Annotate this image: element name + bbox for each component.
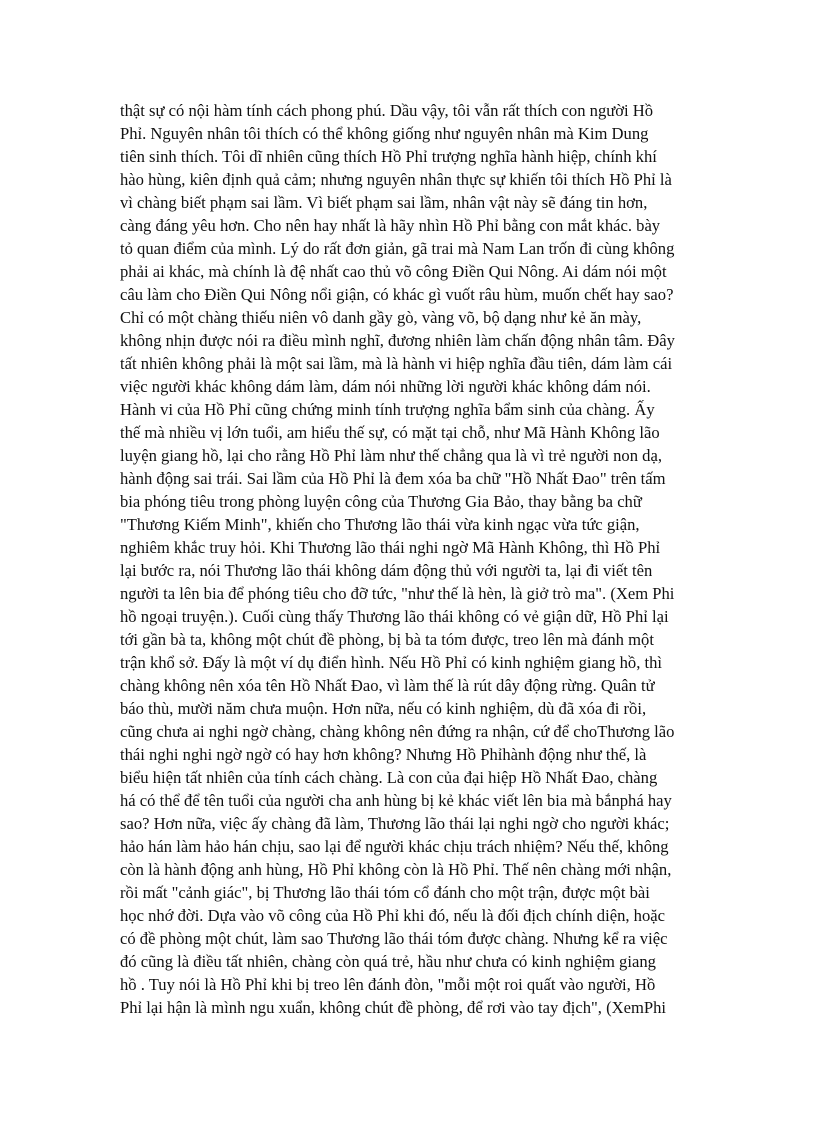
text-line: thái nghi nghi ngờ ngờ có hay hơn không? Nhưng Hồ Phỉhành động như thế, là <box>120 745 647 764</box>
text-line: phải ai khác, mà chính là đệ nhất cao thủ võ công Điền Qui Nông. Ai dám nói một <box>120 262 667 281</box>
text-line: rồi mất "cảnh giác", bị Thương lão thái tóm cổ đánh cho một trận, được một bài <box>120 883 650 902</box>
text-line: nghiêm khắc truy hỏi. Khi Thương lão thái nghi ngờ Mã Hành Không, thì Hồ Phỉ <box>120 538 661 557</box>
text-line: tất nhiên không phải là một sai lầm, mà là hành vi hiệp nghĩa đầu tiên, dám làm cái <box>120 354 673 373</box>
text-line: còn là hành động anh hùng, Hồ Phỉ không còn là Hồ Phỉ. Thế nên chàng mới nhận, <box>120 860 672 879</box>
text-line: Hành vi của Hồ Phỉ cũng chứng minh tính trượng nghĩa bẩm sinh của chàng. Ấy <box>120 400 655 419</box>
text-line: há có thể để tên tuổi của người cha anh hùng bị kẻ khác viết lên bia mà bắnphá hay <box>120 791 672 810</box>
text-line: biểu hiện tất nhiên của tính cách chàng. Là con của đại hiệp Hồ Nhất Đao, chàng <box>120 768 658 787</box>
text-line: hồ . Tuy nói là Hồ Phỉ khi bị treo lên đánh đòn, "mỗi một roi quất vào người, Hồ <box>120 975 656 994</box>
text-line: Phỉ. Nguyên nhân tôi thích có thể không giống như nguyên nhân mà Kim Dung <box>120 124 649 143</box>
text-line: Chỉ có một chàng thiếu niên vô danh gầy gò, vàng võ, bộ dạng như kẻ ăn mày, <box>120 308 642 327</box>
text-line: bia phóng tiêu trong phòng luyện công của Thương Gia Bảo, thay bằng ba chữ <box>120 492 642 511</box>
text-line: càng đáng yêu hơn. Cho nên hay nhất là hãy nhìn Hồ Phỉ bằng con mắt khác. bày <box>120 216 661 235</box>
text-line: không nhịn được nói ra điều mình nghĩ, đương nhiên làm chấn động nhân tâm. Đây <box>120 331 675 350</box>
text-line: thật sự có nội hàm tính cách phong phú. Dầu vậy, tôi vẫn rất thích con người Hồ <box>120 101 654 120</box>
text-line: hào hùng, kiên định quả cảm; nhưng nguyên nhân thực sự khiến tôi thích Hồ Phỉ là <box>120 170 672 189</box>
text-line: đó cũng là điều tất nhiên, chàng còn quá trẻ, hầu như chưa có kinh nghiệm giang <box>120 952 656 971</box>
text-line: hồ ngoại truyện.). Cuối cùng thấy Thương lão thái không có vẻ giận dữ, Hồ Phỉ lại <box>120 607 669 626</box>
text-line: vì chàng biết phạm sai lầm. Vì biết phạm sai lầm, nhân vật này sẽ đáng tin hơn, <box>120 193 648 212</box>
text-line: người ta lên bia để phóng tiêu cho đỡ tức, "như thế là hèn, là giở trò ma". (Xem Phi <box>120 584 675 603</box>
text-line: học nhớ đời. Dựa vào võ công của Hồ Phỉ khi đó, nếu là đối địch chính diện, hoặc <box>120 906 665 925</box>
text-line: trận khổ sở. Đấy là một ví dụ điển hình. Nếu Hồ Phỉ có kinh nghiệm giang hồ, thì <box>120 653 663 672</box>
text-line: lại bước ra, nói Thương lão thái không dám động thủ với người ta, lại đi viết tên <box>120 561 653 580</box>
text-line: Phỉ lại hận là mình ngu xuẩn, không chút đề phòng, để rơi vào tay địch", (XemPhi <box>120 998 666 1017</box>
text-line: tới gần bà ta, không một chút đề phòng, bị bà ta tóm được, treo lên mà đánh một <box>120 630 654 649</box>
text-line: tỏ quan điểm của mình. Lý do rất đơn giản, gã trai mà Nam Lan trốn đi cùng không <box>120 239 675 258</box>
text-line: tiên sinh thích. Tôi dĩ nhiên cũng thích Hồ Phỉ trượng nghĩa hành hiệp, chính khí <box>120 147 657 166</box>
text-line: hảo hán làm hảo hán chịu, sao lại để người khác chịu trách nhiệm? Nếu thế, không <box>120 837 669 856</box>
text-line: sao? Hơn nữa, việc ấy chàng đã làm, Thương lão thái lại nghi ngờ cho người khác; <box>120 814 670 833</box>
text-line: cũng chưa ai nghi ngờ chàng, chàng không nên đứng ra nhận, cứ để choThương lão <box>120 722 675 741</box>
text-line: báo thù, mười năm chưa muộn. Hơn nữa, nếu có kinh nghiệm, dù đã xóa đi rồi, <box>120 699 647 718</box>
text-line: "Thương Kiếm Minh", khiến cho Thương lão thái vừa kinh ngạc vừa tức giận, <box>120 515 640 534</box>
text-line: có đề phòng một chút, làm sao Thương lão thái tóm được chàng. Nhưng kể ra việc <box>120 929 668 948</box>
text-line: hành động sai trái. Sai lầm của Hồ Phỉ là đem xóa ba chữ "Hồ Nhất Đao" trên tấm <box>120 469 666 488</box>
body-text <box>120 99 740 1019</box>
text-line: thế mà nhiều vị lớn tuổi, am hiểu thế sự, có mặt tại chỗ, như Mã Hành Không lão <box>120 423 660 442</box>
text-line: câu làm cho Điền Qui Nông nổi giận, có khác gì vuốt râu hùm, muốn chết hay sao? <box>120 285 674 304</box>
text-line: chàng không nên xóa tên Hồ Nhất Đao, vì làm thế là rút dây động rừng. Quân tử <box>120 676 655 695</box>
text-line: việc người khác không dám làm, dám nói những lời người khác không dám nói. <box>120 377 651 396</box>
text-line: luyện giang hồ, lại cho rằng Hồ Phỉ làm như thế chẳng qua là vì trẻ người non dạ, <box>120 446 662 465</box>
